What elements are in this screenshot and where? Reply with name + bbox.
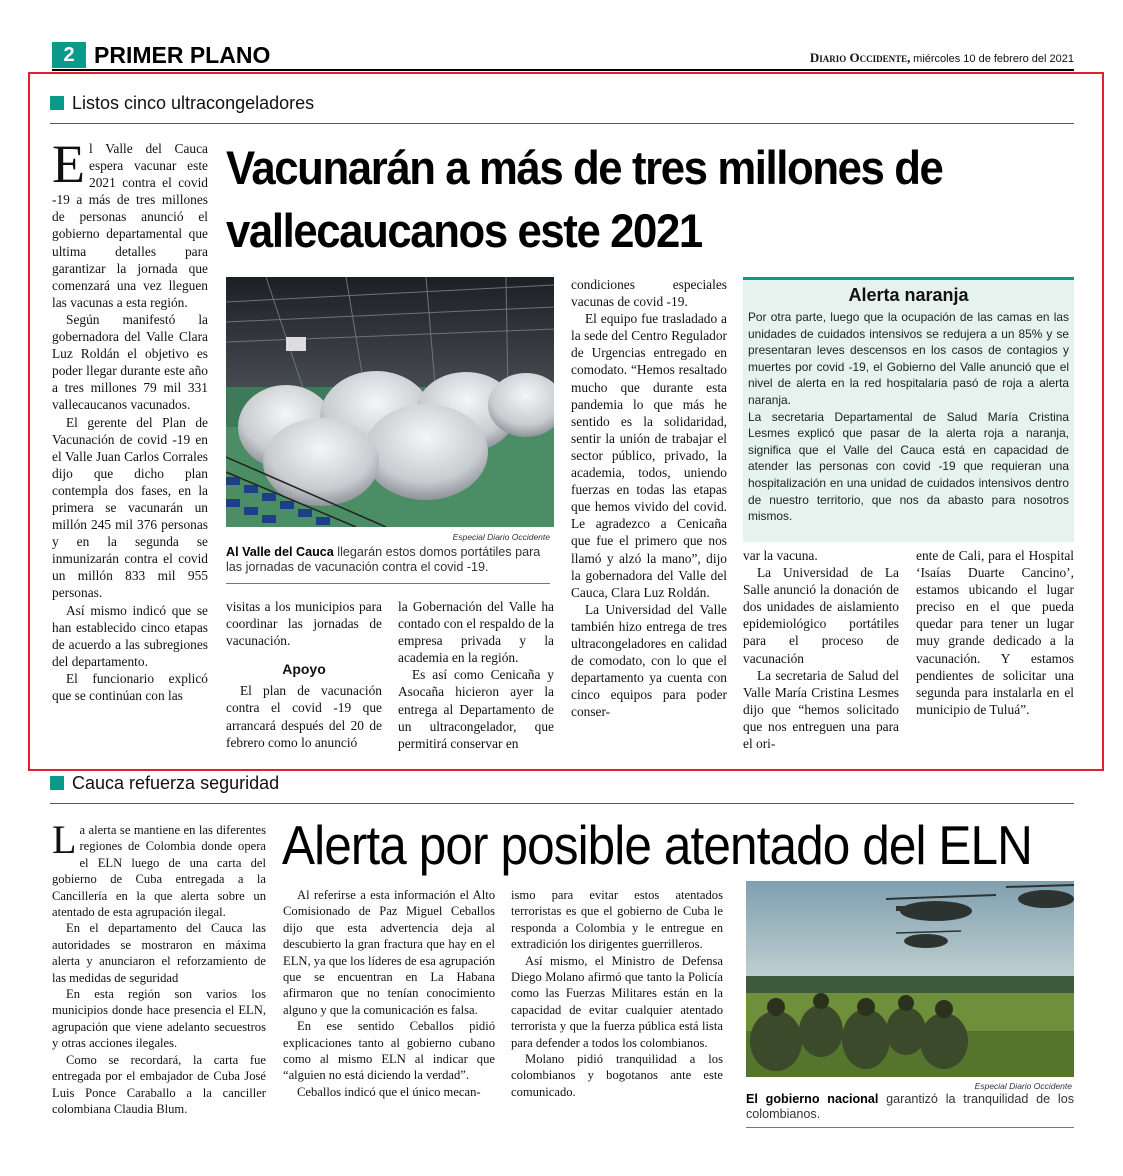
paragraph: En ese sentido Ceballos pidió explicaciones tanto al gobierno cubano como al mismo ELN al indicar que “alguien no está diciendo la verdad”.: [283, 1019, 495, 1083]
photo-caption: [746, 1092, 1074, 1122]
kicker-text: Cauca refuerza seguridad: [72, 773, 280, 793]
paper-name: Diario Occidente,: [809, 50, 911, 65]
story1-kicker: [50, 92, 314, 114]
header-rule: [52, 69, 1074, 71]
photo-credit: Especial Diario Occidente: [974, 1081, 1072, 1091]
paragraph: visitas a los municipios para coordinar las jornadas de vacunación.: [226, 599, 382, 649]
paragraph: El equipo fue trasladado a la sede del Centro Regulador de Urgencias entregado en comodato. “Hemos resaltado mucho que durante esta pandemia lo que más he sentido es la solidaridad, sentir la unión de trabajar el sector público, privado, la academia, todos, uniendo fuerzas en todas las etapas que hemos vivido del covid. Le agradezco a Cenicaña que fue el primero que nos llamó y alzó la mano”, dijo la gobernadora del Valle del Cauca, Clara Luz Roldán.: [571, 311, 727, 600]
paragraph: condiciones especiales vacunas de covid -19.: [571, 277, 727, 310]
paragraph: Así mismo, el Ministro de Defensa Diego Molano afirmó que tanto la Policía como las Fuerzas Militares están en la capacidad de evitar cualquier atentado terrorista y que la fuerza pública está lista para defender a todos los colombianos.: [511, 953, 723, 1050]
story2-column-1: [52, 817, 266, 1117]
paragraph: En esta región son varios los municipios donde hace presencia el ELN, agrupación que viene adelanto secuestros y otras acciones ilegales.: [52, 987, 266, 1051]
dome-photo: [226, 277, 554, 527]
caption-text: llegarán estos domos portátiles para las jornadas de vacunación contra el covid -19.: [226, 545, 541, 574]
paragraph: Según manifestó la gobernadora del Valle Clara Luz Roldán el objetivo es poder llegar durante este año a tres millones 79 mil 331 vallecaucanos vacunados.: [52, 311, 208, 413]
story2-kicker: [50, 772, 279, 794]
paragraph: La Universidad de La Salle anunció la donación de dos unidades de aislamiento epidemiológico portátiles para el proceso de vacunación: [743, 565, 899, 666]
page-header: [52, 42, 1074, 68]
story2-column-2: [283, 887, 495, 1100]
paragraph: Molano pidió tranquilidad a los colombianos y bogotanos ante este comunicado.: [511, 1052, 723, 1099]
paragraph: var la vacuna.: [743, 548, 818, 563]
caption-rule: [226, 583, 550, 584]
subhead: Apoyo: [282, 661, 326, 678]
story1-column-3: [398, 598, 554, 752]
alert-sidebar-box: [743, 277, 1074, 542]
paragraph: a alerta se mantiene en las diferentes regiones de Colombia donde opera el ELN luego de una carta del gobierno de Cuba entregada a la Cancillería en la que alerta sobre un atentado de esta agrupación ilegal.: [52, 823, 266, 920]
story2-column-3: [511, 887, 723, 1100]
paragraph: Es así como Cenicaña y Asocaña hicieron ayer la entrega al Departamento de un ultracongelador, que permitirá conservar en: [398, 667, 554, 751]
paragraph: l Valle del Cauca espera vacunar este 2021 contra el covid -19 a más de tres millones de personas anunció el gobierno departamental que ultima detalles para garantizar la jornada que comenzará una vez lleguen las vacunas a esta región.: [52, 141, 208, 310]
drop-cap: E: [52, 134, 85, 194]
soldiers-photo: [746, 881, 1074, 1077]
paragraph: La secretaria Departamental de Salud María Cristina Lesmes explicó que pasar de la alerta roja a naranja, significa que el Valle del Cauca está en capacidad de atender las personas con covid -19 que requieran una hospitalización en una unidad de cuidados intensivos dentro de nuestro territorio, que nos da abasto para nosotros mismos.: [748, 409, 1069, 524]
issue-date: miércoles 10 de febrero del 2021: [913, 53, 1074, 65]
caption-lead: Al Valle del Cauca: [226, 545, 334, 559]
kicker-square-icon: [50, 776, 64, 790]
paragraph: El gerente del Plan de Vacunación de covid -19 en el Valle Juan Carlos Corrales dijo que dicho plan contempla dos fases, en la primera se vacunarán un millón 245 mil 376 personas y en la segunda se inmunizarán contra el covid un millón 833 mil 955 personas.: [52, 414, 208, 601]
paragraph: Así mismo indicó que se han establecido cinco etapas de acuerdo a las subregiones del departamento.: [52, 602, 208, 669]
masthead-info: [810, 50, 1074, 66]
paragraph: ente de Cali, para el Hospital ‘Isaías Duarte Cancino’, estamos ubicando el lugar preciso en el que pueda quedar para tener un lugar muy grande dedicado a la vacunación. Y estamos pendientes de solicitar una segunda para instalarla en el municipio de Tuluá”.: [916, 548, 1074, 717]
box-title: Alerta naranja: [848, 285, 969, 305]
paragraph: Por otra parte, luego que la ocupación de las camas en las unidades de cuidados intensivos se redujera a un 85% y se presentaran leves descensos en los casos de contagios y muertes por covid -19, el Gobierno del Valle anunció que el nivel de alerta en la red hospitalaria pasó de roja a alerta naranja.: [748, 310, 1069, 407]
story1-column-6: [916, 547, 1074, 718]
paragraph: Al referirse a esta información el Alto Comisionado de Paz Miguel Ceballos dijo que esta advertencia deja al descubierto la gran fractura que hay en el ELN, ya que los líderes de esa agrupación que se encuentran en La Habana afirmaron que no tenían conocimiento alguno y que la comunicación es falsa.: [283, 888, 495, 1017]
paragraph: Ceballos indicó que el único mecan-: [297, 1084, 481, 1099]
paragraph: En el departamento del Cauca las autoridades se mostraron en máxima alerta y anunciaron el reforzamiento de las medidas de seguridad: [52, 921, 266, 985]
paragraph: la Gobernación del Valle ha contado con el respaldo de la empresa privada y la academia en la región.: [398, 599, 554, 666]
story1-headline: Vacunarán a más de tres millones de vallecaucanos este 2021: [226, 141, 943, 257]
kicker-text: Listos cinco ultracongeladores: [72, 93, 315, 113]
paragraph: La secretaria de Salud del Valle María Cristina Lesmes dijo que “hemos solicitado que nos entreguen una para el ori-: [743, 667, 899, 752]
photo-caption: [226, 545, 556, 575]
story1-column-5: [743, 547, 899, 752]
paragraph: ismo para evitar estos atentados terroristas es que el gobierno de Cuba le responda a Colombia y le entregue en extradición los dirigentes guerrilleros.: [511, 888, 723, 952]
story1-column-4: [571, 276, 727, 720]
section-title: PRIMER PLANO: [94, 42, 271, 68]
story1-column-1: [52, 134, 208, 704]
box-body: [743, 307, 1074, 525]
caption-rule: [746, 1127, 1074, 1128]
vaccination-domes-image: [226, 277, 554, 527]
drop-cap: L: [52, 817, 77, 862]
kicker-square-icon: [50, 96, 64, 110]
story1-column-2: [226, 598, 382, 751]
photo-credit: Especial Diario Occidente: [452, 532, 550, 542]
kicker-rule: [50, 123, 1074, 124]
caption-lead: El gobierno nacional: [746, 1092, 879, 1106]
paragraph: El funcionario explicó que se continúan con las: [52, 670, 208, 703]
paragraph: Como se recordará, la carta fue entregada por el embajador de Cuba José Luis Ponce Caraballo a la canciller colombiana Claudia Blum.: [52, 1052, 266, 1116]
page-number: 2: [52, 42, 86, 68]
paragraph: La Universidad del Valle también hizo entrega de tres ultracongeladores en calidad de comodato, con lo que el departamento ya cuenta con cinco equipos para poder conser-: [571, 601, 727, 720]
paragraph: El plan de vacunación contra el covid -19 que arrancará después del 20 de febrero como lo anunció: [226, 683, 382, 750]
kicker-rule: [50, 803, 1074, 804]
military-helicopters-image: [746, 881, 1074, 1077]
caption-text: garantizó la tranquilidad de los colombianos.: [746, 1092, 1074, 1121]
story2-headline: Alerta por posible atentado del ELN: [282, 814, 1033, 876]
